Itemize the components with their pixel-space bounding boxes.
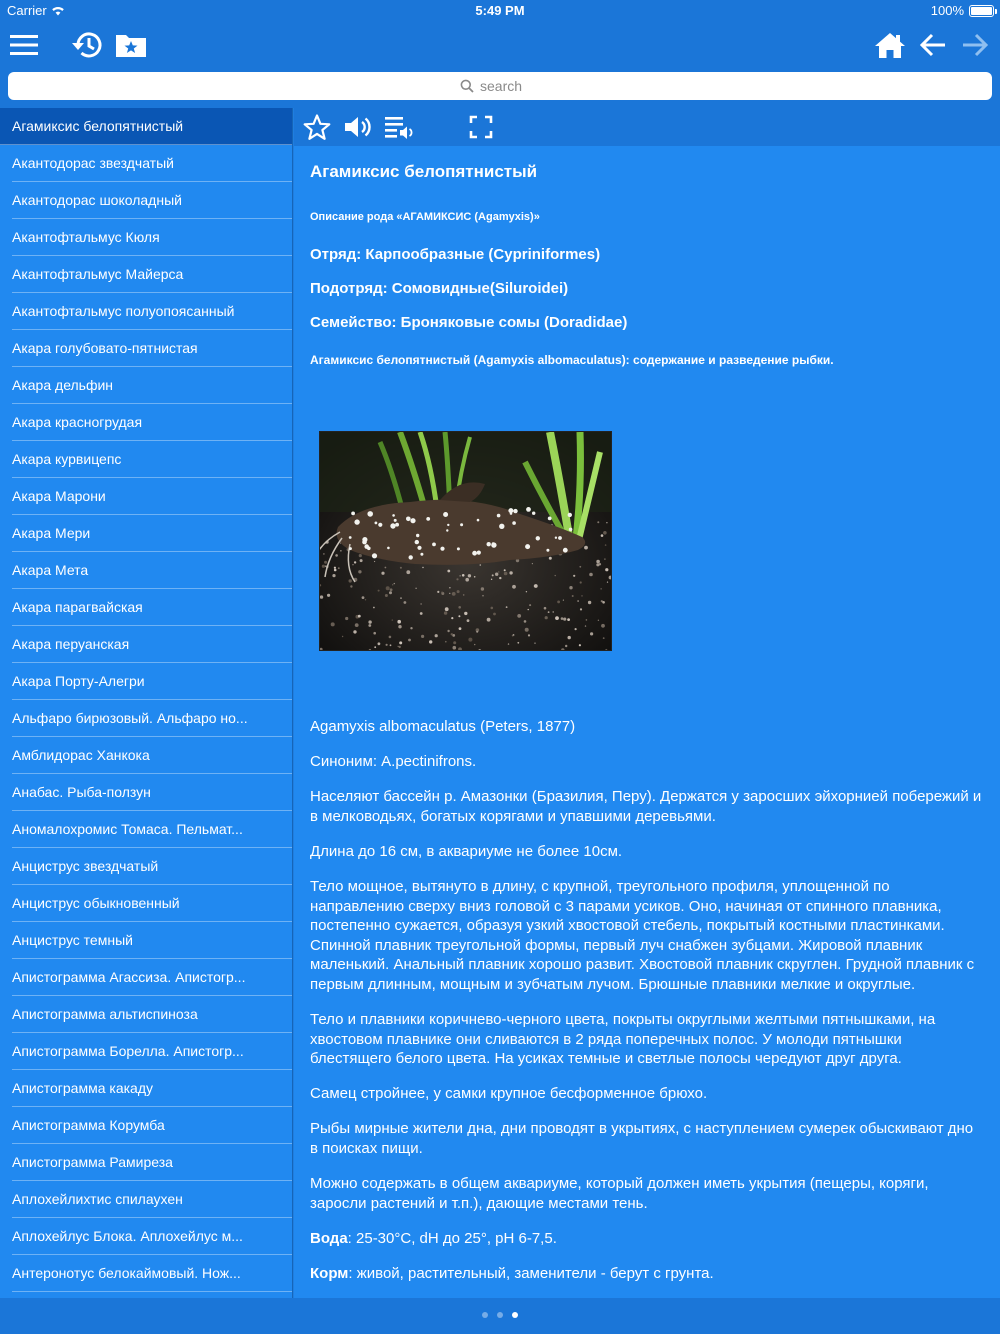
status-bar (0, 0, 1000, 22)
carrier-label: Carrier (7, 3, 47, 18)
catfish-image (320, 432, 612, 651)
battery-icon (969, 5, 994, 17)
species-list-item[interactable]: Анциструс звездчатый (0, 848, 292, 885)
article-paragraph: Самец стройнее, у самки крупное бесформенное брюхо. (310, 1085, 708, 1103)
battery-indicator (931, 3, 994, 18)
species-list-item[interactable]: Акара перуанская (0, 626, 292, 663)
species-list-item[interactable]: Анциструс обыкновенный (0, 885, 292, 922)
species-list-item[interactable]: Апистограмма Агассиза. Апистогр... (0, 959, 292, 996)
page-indicator[interactable] (0, 1312, 1000, 1318)
species-list-item[interactable]: Амблидорас Ханкока (0, 737, 292, 774)
species-list-item[interactable]: Акара парагвайская (0, 589, 292, 626)
species-list-item[interactable]: Апистограмма Корумба (0, 1107, 292, 1144)
food-value: : живой, растительный, заменители - берут с грунта. (348, 1264, 714, 1282)
article-paragraph: Синоним: A.pectinifrons. (310, 753, 477, 771)
species-list (0, 108, 293, 1298)
genus-description-link[interactable]: Описание рода «АГАМИКСИС (Agamyxis)» (310, 211, 540, 223)
taxonomy-order: Отряд: Карпообразные (Cypriniformes) (310, 246, 601, 263)
forward-arrow-icon[interactable] (956, 26, 994, 64)
taxonomy-suborder: Подотряд: Сомовидные(Siluroidei) (310, 280, 569, 297)
article-paragraph: Agamyxis albomaculatus (Peters, 1877) (310, 718, 576, 735)
water-params (310, 1229, 984, 1249)
article-paragraph: Рыбы мирные жители дна, дни проводят в укрытиях, с наступлением сумерек обыскивают дно в поисках пищи. (310, 1120, 974, 1157)
species-list-item[interactable]: Акантофтальмус полуопоясанный (0, 293, 292, 330)
species-list-item[interactable]: Аплохейлус Блока. Аплохейлус м... (0, 1218, 292, 1255)
article-body (310, 717, 984, 1283)
text-to-speech-icon[interactable] (384, 111, 416, 143)
species-list-item[interactable]: Акантодорас звездчатый (0, 145, 292, 182)
species-list-item[interactable]: Анциструс темный (0, 922, 292, 959)
species-list-item[interactable]: Аплохейлихтис спилаухен (0, 1181, 292, 1218)
species-list-item[interactable]: Апистограмма какаду (0, 1070, 292, 1107)
fish-photo (319, 431, 612, 651)
fullscreen-icon[interactable] (465, 111, 497, 143)
page-dot[interactable] (497, 1312, 503, 1318)
article-content (294, 146, 1000, 1298)
food-label: Корм (310, 1264, 349, 1282)
species-list-item[interactable]: Апистограмма альтиспиноза (0, 996, 292, 1033)
species-list-item[interactable]: Альфаро бирюзовый. Альфаро но... (0, 700, 292, 737)
article-paragraph: Тело и плавники коричнево-черного цвета, покрыты округлыми желтыми пятнышками, на хвостовом плавнике они сливаются в 2 ряда поперечных полос. У молоди пятнышки блестящего белого цвета. На усиках темные и светлые полосы чередуют друг друга. (310, 1011, 936, 1068)
species-list-item[interactable]: Акара Мета (0, 552, 292, 589)
article-subtitle: Агамиксис белопятнистый (Agamyxis albomaculatus): содержание и разведение рыбки. (310, 353, 834, 367)
species-list-item[interactable]: Акара дельфин (0, 367, 292, 404)
species-list-item[interactable]: Акара Мери (0, 515, 292, 552)
top-toolbar (0, 22, 1000, 68)
species-list-item[interactable]: Акантофтальмус Майерса (0, 256, 292, 293)
clock: 5:49 PM (475, 3, 525, 18)
back-arrow-icon[interactable] (914, 26, 952, 64)
article-title: Агамиксис белопятнистый (310, 162, 538, 181)
menu-icon[interactable] (5, 26, 43, 64)
species-list-item[interactable]: Акара Порту-Алегри (0, 663, 292, 700)
battery-percent: 100% (930, 3, 964, 18)
species-list-item[interactable]: Агамиксис белопятнистый (0, 108, 292, 145)
article-paragraph: Населяют бассейн р. Амазонки (Бразилия, Перу). Держатся у заросших эйхорнией побережий и в мелководьях, богатых корягами и упавшими деревьями. (310, 788, 982, 825)
page-dot[interactable] (482, 1312, 488, 1318)
article-toolbar (294, 108, 1000, 146)
water-value: : 25-30°C, dH до 25°, pH 6-7,5. (347, 1229, 557, 1247)
search-bar-container (0, 68, 1000, 108)
species-list-item[interactable]: Акара красногрудая (0, 404, 292, 441)
article-paragraph: Длина до 16 см, в аквариуме не более 10см. (310, 842, 623, 860)
species-list-item[interactable]: Антеронотус белокаймовый. Нож... (0, 1255, 292, 1292)
article-paragraph: Тело мощное, вытянуто в длину, с крупной, треугольного профиля, уплощенной по направлению сверху вниз головой с 3 парами усиков. Оно, начиная от спинного плавника, постепенно сужается, образуя узкий хвостовой стебель, покрытый костными пластинками. Спинной плавник треугольной формы, первый луч снабжен зубцами. Жировой плавник маленький. Анальный плавник хорошо развит. Хвостовой плавник скруглен. Грудной плавник с первым длинным, мощным и зубчатым лучом. Брюшные плавники мелкие и округлые. (310, 877, 975, 993)
species-list-item[interactable]: Акантофтальмус Кюля (0, 219, 292, 256)
species-list-item[interactable]: Акара Марони (0, 478, 292, 515)
star-icon[interactable] (301, 111, 333, 143)
bookmarks-folder-icon[interactable] (112, 26, 150, 64)
bottom-bar (0, 1298, 1000, 1334)
article-paragraph: Можно содержать в общем аквариуме, который должен иметь укрытия (пещеры, коряги, заросли растений и т.п.), дающие местами тень. (310, 1175, 929, 1212)
page-dot[interactable] (512, 1312, 518, 1318)
species-list-item[interactable]: Акара голубовато-пятнистая (0, 330, 292, 367)
species-list-item[interactable]: Апистограмма Борелла. Апистогр... (0, 1033, 292, 1070)
search-icon (460, 79, 474, 93)
species-list-item[interactable]: Акантодорас шоколадный (0, 182, 292, 219)
home-icon[interactable] (871, 26, 909, 64)
food-params (310, 1264, 984, 1284)
species-list-item[interactable]: Анабас. Рыба-ползун (0, 774, 292, 811)
species-list-item[interactable]: Аномалохромис Томаса. Пельмат... (0, 811, 292, 848)
speaker-icon[interactable] (342, 111, 374, 143)
search-input[interactable] (480, 78, 540, 94)
history-icon[interactable] (68, 26, 106, 64)
search-bar[interactable] (8, 72, 992, 100)
water-label: Вода (310, 1229, 348, 1247)
taxonomy-family: Семейство: Броняковые сомы (Doradidae) (310, 314, 628, 331)
species-list-item[interactable]: Акара курвицепс (0, 441, 292, 478)
species-list-item[interactable]: Апистограмма Рамиреза (0, 1144, 292, 1181)
